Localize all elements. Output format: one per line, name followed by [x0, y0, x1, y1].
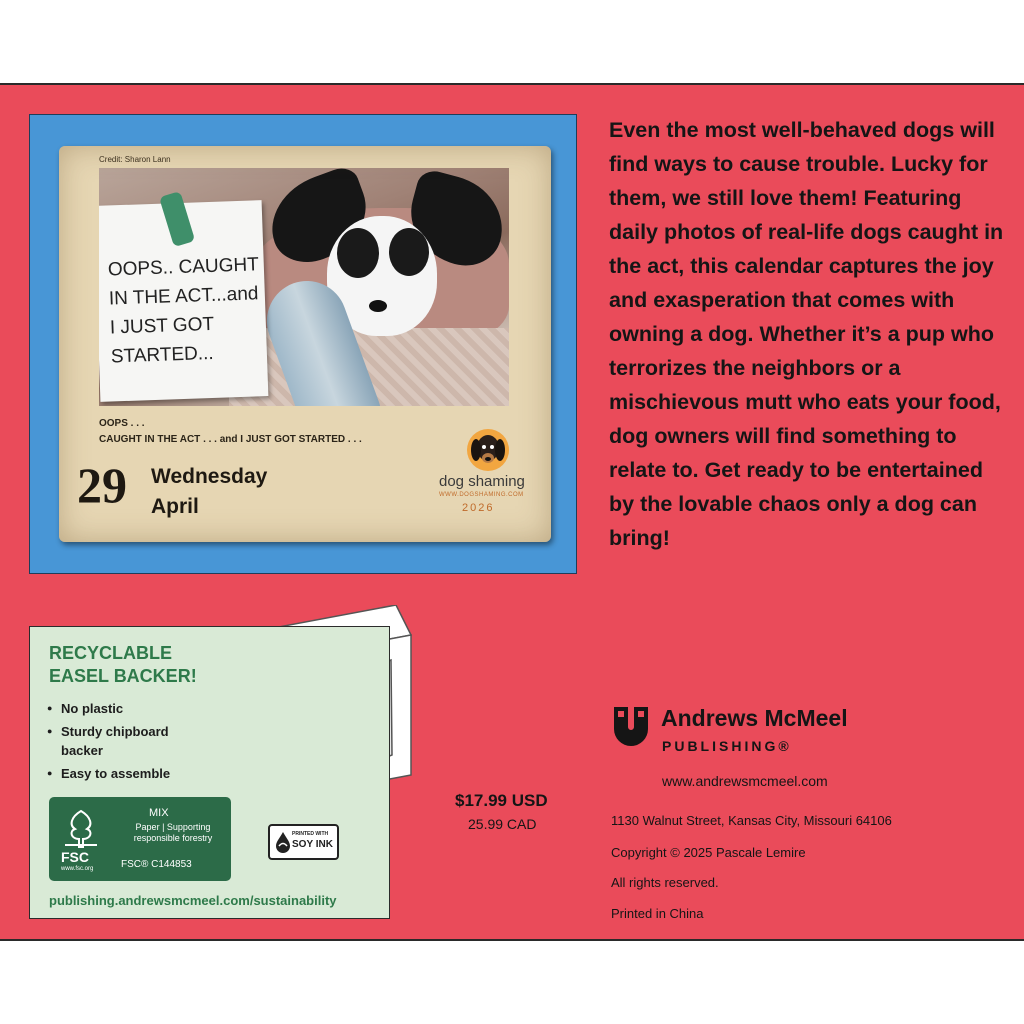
fsc-code: FSC® C144853 [121, 859, 192, 870]
price-cad: 25.99 CAD [468, 816, 537, 832]
soy-ink-drop-icon [274, 831, 292, 853]
dog-nose [369, 300, 387, 312]
calendar-year: 2026 [462, 502, 495, 514]
soy-ink-badge [268, 824, 339, 860]
soy-ink-top-text: PRINTED WITH [292, 831, 329, 837]
dog-photo [99, 168, 509, 406]
fsc-label: FSC [61, 849, 89, 865]
dog-eye-patch-right [389, 228, 429, 276]
feature-item: ● Easy to assemble [47, 764, 181, 783]
photo-caption [99, 416, 362, 448]
publisher-sub: PUBLISHING® [662, 738, 792, 754]
publisher-name: Andrews McMeel [661, 705, 848, 731]
calendar-page-sample [59, 146, 551, 542]
rights: All rights reserved. [611, 875, 719, 890]
caption-line-2: CAUGHT IN THE ACT . . . and I JUST GOT STARTED . . . [99, 434, 362, 445]
feature-list [47, 699, 181, 787]
publisher-address: 1130 Walnut Street, Kansas City, Missouri 64106 [611, 813, 892, 828]
dog-shaming-logo-text: dog shaming [439, 473, 525, 490]
month: April [151, 495, 199, 518]
soy-ink-main-text: SOY INK [292, 839, 333, 850]
dachshund-logo-icon [466, 428, 510, 472]
feature-item: ● Sturdy chipboard backer [47, 722, 181, 760]
recyclable-title-line-2: EASEL BACKER! [49, 666, 197, 686]
product-description: Even the most well-behaved dogs will find ways to cause trouble. Lucky for them, we still love them! Featuring daily photos of real-life dogs caught in the act, this calendar captures the joy and exasperation that comes with owning a dog. Whether it’s a pup who terrorizes the neighbors or a mischievous mutt who eats your food, dog owners will find something to relate to. Get ready to be entertained by the lovable chaos only a dog can bring! [609, 118, 1004, 550]
clothespin-icon [159, 191, 195, 247]
recyclable-info-box [29, 626, 390, 919]
shame-note-text: OOPS.. CAUGHT IN THE ACT...and I JUST GOT STARTED... [107, 254, 259, 368]
publisher-logo-icon [612, 705, 650, 749]
caption-line-1: OOPS . . . [99, 418, 145, 429]
fsc-paper-text: Paper | Supporting responsible forestry [133, 822, 213, 843]
recyclable-title [49, 642, 197, 688]
calendar-preview-frame [29, 114, 577, 574]
photo-credit: Credit: Sharon Lann [99, 155, 171, 164]
fsc-tree-icon [59, 807, 103, 851]
day-label [151, 462, 267, 522]
publisher-url[interactable]: www.andrewsmcmeel.com [662, 773, 828, 789]
fsc-mix: MIX [149, 807, 169, 819]
dog-eye-patch-left [337, 228, 379, 278]
sustainability-link[interactable]: publishing.andrewsmcmeel.com/sustainability [49, 893, 337, 908]
shame-note [99, 200, 268, 402]
price-usd: $17.99 USD [455, 791, 548, 810]
dog-shaming-url: WWW.DOGSHAMING.COM [439, 492, 524, 498]
fsc-badge [49, 797, 231, 881]
fsc-url: www.fsc.org [61, 866, 94, 872]
copyright: Copyright © 2025 Pascale Lemire [611, 845, 806, 860]
feature-item: ● No plastic [47, 699, 181, 718]
weekday: Wednesday [151, 465, 268, 488]
printed-in: Printed in China [611, 906, 704, 921]
day-number: 29 [77, 457, 127, 513]
back-cover-panel [0, 83, 1024, 941]
recyclable-title-line-1: RECYCLABLE [49, 643, 173, 663]
